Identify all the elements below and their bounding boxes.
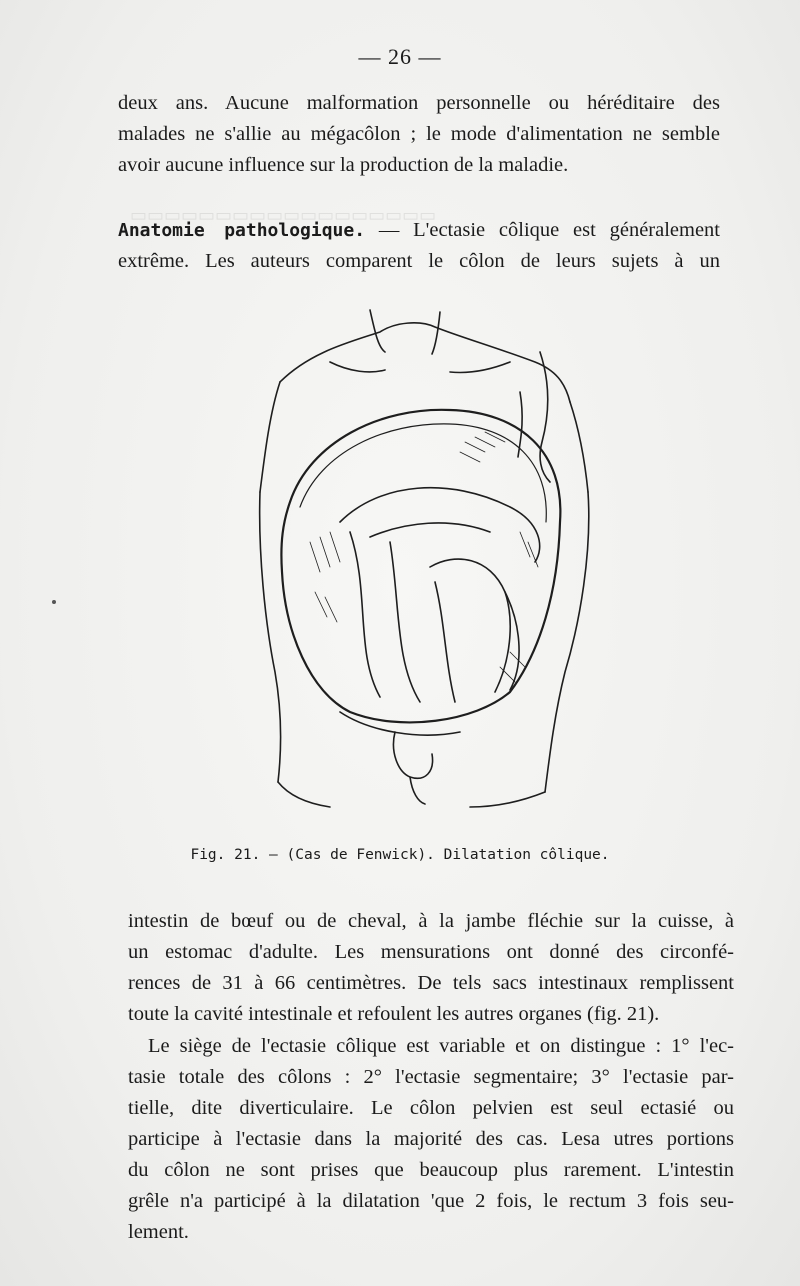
section-heading: Anatomie pathologique.: [118, 220, 366, 241]
paragraph-1: [118, 88, 720, 181]
text-line: extrême. Les auteurs comparent le côlon de leurs sujets à un: [118, 250, 720, 272]
figure-caption: [0, 847, 800, 863]
text-line: rences de 31 à 66 centimètres. De tels sacs intestinaux remplissent: [128, 972, 734, 994]
text-line: tielle, dite diverticulaire. Le côlon pelvien est seul ectasié ou: [128, 1097, 734, 1119]
text-line: un estomac d'adulte. Les mensurations ont donné des circonfé-: [128, 941, 734, 963]
text-line: Le siège de l'ectasie côlique est variable et on distingue : 1° l'ec-: [148, 1035, 734, 1057]
heading-continuation: — L'ectasie côlique est généralement: [365, 219, 720, 241]
text-line: toute la cavité intestinale et refoulent les autres organes (fig. 21).: [128, 1003, 660, 1025]
text-line: intestin de bœuf ou de cheval, à la jambe fléchie sur la cuisse, à: [128, 910, 734, 932]
text-line: tasie totale des côlons : 2° l'ectasie segmentaire; 3° l'ectasie par-: [128, 1066, 734, 1088]
text-line: lement.: [128, 1221, 189, 1243]
text-line: participe à l'ectasie dans la majorité des cas. Lesa utres portions: [128, 1128, 734, 1150]
text-line: malades ne s'allie au mégacôlon ; le mode d'alimentation ne semble: [118, 123, 720, 145]
page-number: — 26 —: [358, 44, 442, 69]
text-line: [118, 215, 720, 246]
figure-caption-text: — (Cas de Fenwick). Dilatation côlique.: [269, 847, 610, 863]
dilated-colon-illustration-icon: [220, 292, 620, 832]
text-line: deux ans. Aucune malformation personnelle ou héréditaire des: [118, 92, 720, 114]
figure-21-illustration: [220, 292, 620, 832]
paragraph-4: [128, 1031, 734, 1248]
ink-speck: [52, 600, 56, 604]
figure-caption-label: Fig. 21.: [190, 847, 261, 863]
bleed-through: ▭▭▭▭▭▭▭▭▭▭▭▭▭▭▭▭▭▭: [130, 205, 437, 225]
text-line: grêle n'a participé à la dilatation 'que 2 fois, le rectum 3 fois seu-: [128, 1190, 734, 1212]
paragraph-3: [128, 906, 734, 1030]
text-line: avoir aucune influence sur la production de la maladie.: [118, 154, 569, 176]
text-line: du côlon ne sont prises que beaucoup plus rarement. L'intestin: [128, 1159, 734, 1181]
paragraph-2: [118, 215, 720, 277]
